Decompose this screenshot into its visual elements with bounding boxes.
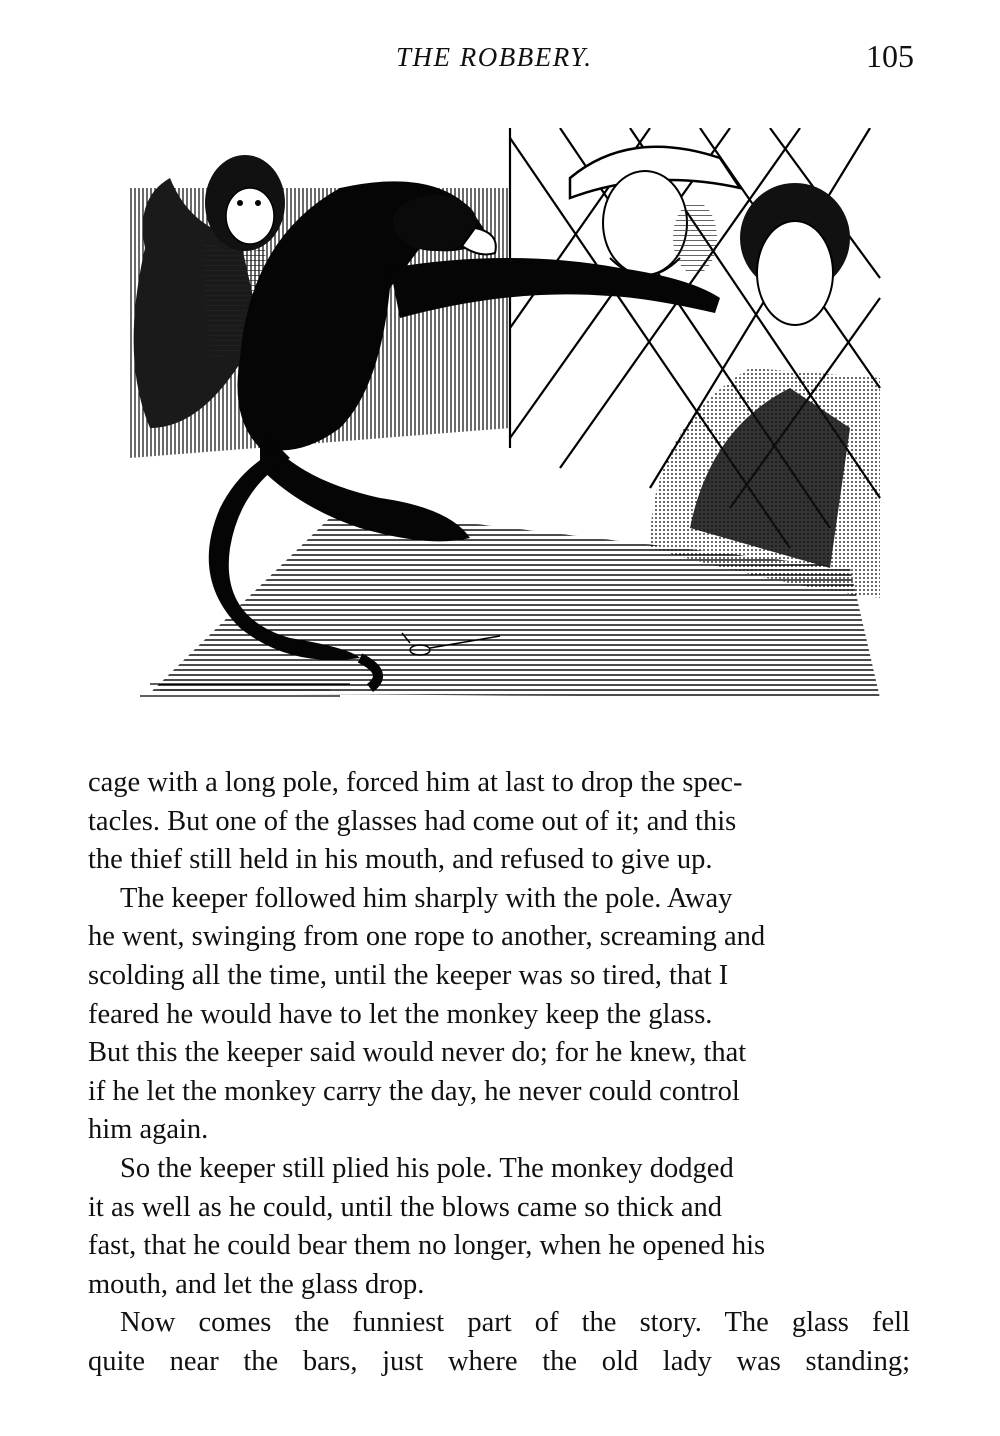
text-line: him again. (88, 1114, 209, 1146)
man-with-hat-figure (570, 147, 740, 276)
text-line: scolding all the time, until the keeper was so tired, that I (88, 959, 729, 991)
text-line: So the keeper still plied his pole. The monkey dodged (120, 1152, 734, 1184)
running-title: THE ROBBERY. (396, 42, 593, 72)
text-line: cage with a long pole, forced him at last to drop the spec- (88, 767, 743, 798)
text-line: he went, swinging from one rope to another, screaming and (88, 921, 766, 953)
text-line: quite near the bars, just where the old lady was standing; (88, 1345, 910, 1377)
paragraph (88, 764, 910, 880)
text-line: the thief still held in his mouth, and refused to give up. (88, 844, 713, 876)
text-line: feared he would have to let the monkey keep the glass. (88, 998, 713, 1030)
engraving-illustration (90, 128, 890, 708)
text-line: The keeper followed him sharply with the pole. Away (120, 882, 733, 914)
text-line: But this the keeper said would never do; for he knew, that (88, 1037, 747, 1069)
text-line: it as well as he could, until the blows came so thick and (88, 1191, 722, 1223)
text-line: Now comes the funniest part of the story. The glass fell (120, 1307, 910, 1339)
paragraph (88, 880, 910, 1150)
body-text (88, 764, 910, 1382)
text-line: fast, that he could bear them no longer, when he opened his (88, 1230, 766, 1262)
text-line: tacles. But one of the glasses had come out of it; and this (88, 805, 737, 837)
page-number: 105 (866, 38, 914, 74)
text-line: if he let the monkey carry the day, he never could control (88, 1075, 740, 1107)
paragraph (88, 1150, 910, 1304)
text-line: mouth, and let the glass drop. (88, 1268, 425, 1300)
paragraph (88, 1304, 910, 1381)
running-head (0, 38, 1000, 78)
